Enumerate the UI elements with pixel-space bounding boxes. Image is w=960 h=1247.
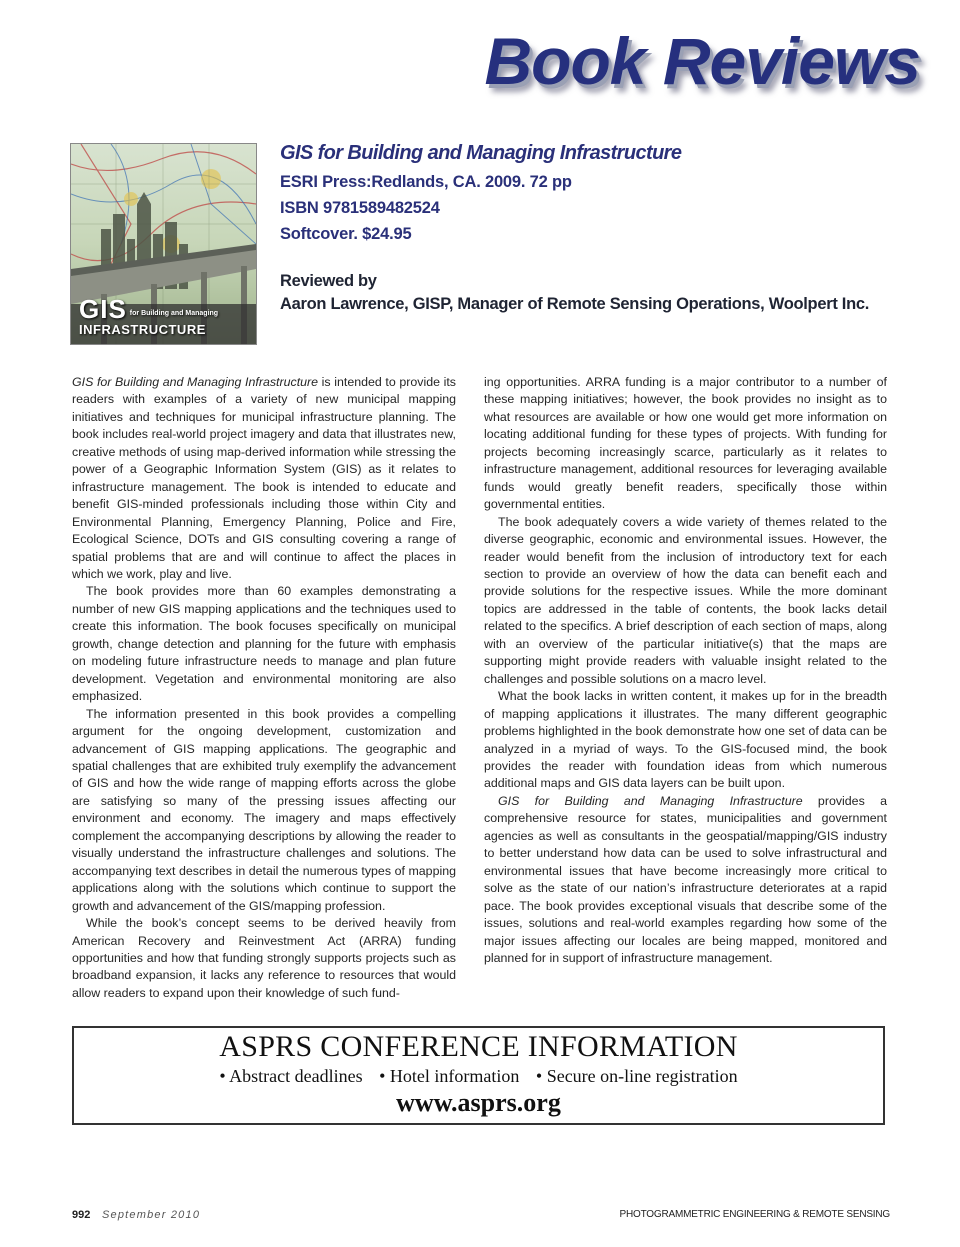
cover-subtitle-text: for Building and Managing <box>129 310 219 317</box>
book-metadata <box>280 142 681 251</box>
book-publisher: ESRI Press:Redlands, CA. 2009. 72 pp <box>280 173 572 191</box>
conference-title: ASPRS CONFERENCE INFORMATION <box>219 1030 738 1063</box>
book-isbn: ISBN 9781589482524 <box>280 199 440 217</box>
journal-name: PHOTOGRAMMETRIC ENGINEERING & REMOTE SENSING <box>619 1209 890 1220</box>
article-column-right <box>484 374 887 967</box>
cover-infrastructure-text: INFRASTRUCTURE <box>79 322 206 337</box>
reviewer-name: Aaron Lawrence, GISP, Manager of Remote Sensing Operations, Woolpert Inc. <box>280 295 870 313</box>
paragraph-7 <box>484 793 887 968</box>
cover-title <box>79 296 218 336</box>
inline-book-title: GIS for Building and Managing Infrastructure <box>72 375 319 389</box>
cover-gis-text: GIS <box>79 294 127 324</box>
paragraph-2: The book provides more than 60 examples demonstrating a number of new GIS mapping applications and the techniques used to create this information. The book focuses specifically on municipal growth, change detection and planning for the future with emphasis on modeling future infrastructure needs to manage and plan future development. Vegetation and environmental monitoring are also emphasized. <box>72 584 456 704</box>
conference-items <box>74 1066 883 1087</box>
conference-item: • Abstract deadlines <box>219 1066 363 1086</box>
reviewed-by-label: Reviewed by <box>280 272 377 290</box>
issue-date: September 2010 <box>102 1209 201 1221</box>
inline-book-title: GIS for Building and Managing Infrastructure <box>498 793 803 808</box>
conference-item: • Secure on-line registration <box>535 1066 738 1086</box>
page-number: 992 <box>72 1209 91 1221</box>
book-title: GIS for Building and Managing Infrastructure <box>280 142 682 164</box>
paragraph-1 <box>72 374 456 583</box>
book-cover-image <box>70 143 257 345</box>
paragraph-5: The book adequately covers a wide variety of themes related to the diverse geographic, economic and environmental issues. However, the reader would benefit from the inclusion of introductory text for each section to provide an overview of how the data can benefit each and provide solutions for the respective issues. While the more dominant topics are addressed in the table of contents, the book lacks detail related to the specifics. A brief description of each section of maps, along with an overview of the particular initiative(s) that the maps are supporting might provide readers with valuable insight related to the challenges and possible solutions on a macro level. <box>484 514 887 686</box>
conference-info-box <box>72 1026 885 1125</box>
book-format-price: Softcover. $24.95 <box>280 225 412 243</box>
conference-item: • Hotel information <box>379 1066 520 1086</box>
reviewer-block <box>280 272 869 318</box>
conference-url-link[interactable]: www.asprs.org <box>396 1088 561 1117</box>
paragraph-4-end: ing opportunities. ARRA funding is a major contributor to a number of these mapping initiatives; however, the book provides no insight as to what resources are available or how one would get more information on locating additional funding for these types of projects. With funding for projects becoming increasingly scarce, particularly as it relates to infrastructure management, additional resources for leveraging available funds would greatly benefit readers, specifically those within governmental entities. <box>484 375 887 512</box>
article-column-left <box>72 374 456 1002</box>
paragraph-1-text: is intended to provide its readers with examples of a variety of new municipal mapping initiatives and techniques for municipal infrastructure planning. The book includes real-world project imagery and data that illustrates new, creative methods of using map-derived information while stressing the power of a Geographic Information System (GIS) as it relates to infrastructure management. The book is intended to educate and benefit GIS-minded professionals including those within City and Environmental Planning, Emergency Planning, Police and Fire, Ecological Science, DOTs and GIS consulting covering a range of spatial problems that are and will continue to affect the places in which we work, play and live. <box>72 375 456 581</box>
paragraph-7-text: provides a comprehensive resource for states, municipalities and government agencies as well as consultants in the geospatial/mapping/GIS industry to better understand how data can be used to solve infrastructural and environmental issues that have become increasingly more critical to solve as the state of our nation’s infrastructure deteriorates at a rapid pace. The book provides exceptional visuals that describe some of the issues, solutions and real-world examples regarding how some of the major issues affecting our locales are being mapped, monitored and planned for in support of infrastructure management. <box>484 793 887 965</box>
paragraph-4-start: While the book’s concept seems to be derived heavily from American Recovery and Reinvestment Act (ARRA) funding opportunities and how that funding strongly supports projects such as broadband expansion, it lacks any reference to resources that would allow readers to expand upon their knowledge of such fund- <box>72 916 456 1000</box>
paragraph-3: The information presented in this book provides a compelling argument for the ongoing development, customization and advancement of GIS mapping applications. The geographic and spatial challenges that are exhibited truly exemplify the advancement of GIS and how the wide range of mapping efforts across the globe are satisfying so many of the pressing issues affecting our environment and economy. The imagery and maps effectively complement the accompanying descriptions by allowing the reader to visually understand the infrastructure challenges and solutions. The accompanying text describes in detail the numerous types of mapping applications along with the solutions which continue to support the growth and advancement of the GIS/mapping profession. <box>72 706 456 913</box>
paragraph-6: What the book lacks in written content, it makes up for in the breadth of mapping applications it illustrates. The many different geographic problems highlighted in the book demonstrate how one set of data can be analyzed in a myriad of ways. To the GIS-focused mind, the book provides the reader with foundation ideas from which numerous additional maps and GIS data layers can be built upon. <box>484 689 887 791</box>
masthead-title: Book Reviews <box>484 24 920 98</box>
